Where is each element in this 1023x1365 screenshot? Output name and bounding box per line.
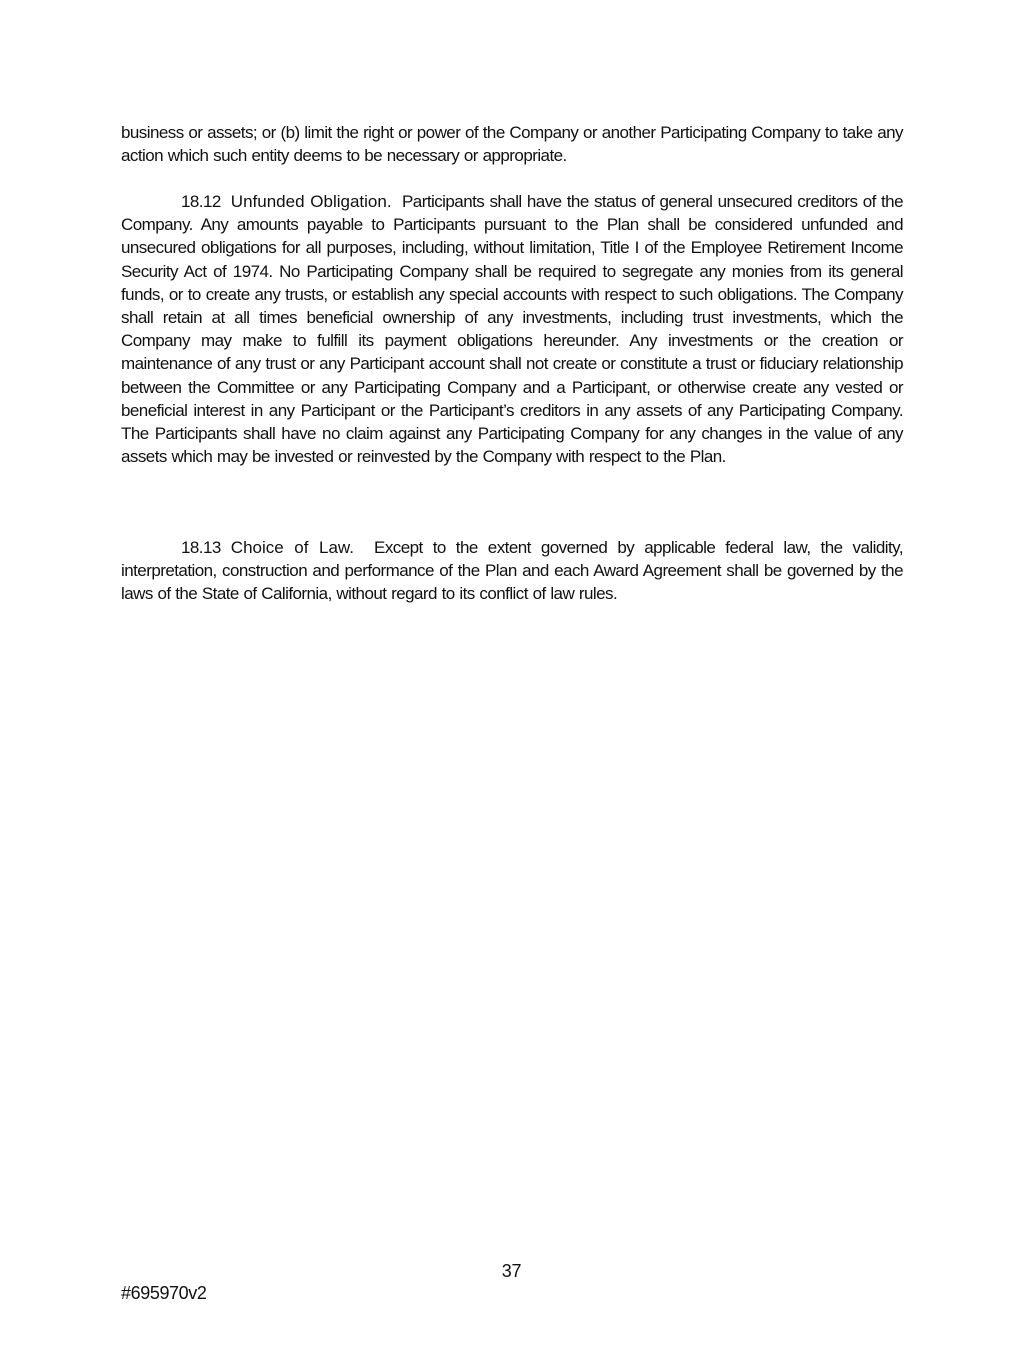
intro-paragraph: business or assets; or (b) limit the right or power of the Company or another Participating Company to take any action which such entity deems to be necessary or appropriate. — [121, 123, 903, 166]
section-18-13 — [121, 536, 903, 606]
section-text: Participants shall have the status of general unsecured creditors of the Company. Any amounts payable to Participants pursuant to the Plan shall be considered unfunded and unsecured obligations for all purposes, including, without limitation, Title I of the Employee Retirement Income Security Act of 1974. No Participating Company shall be required to segregate any monies from its general funds, or to create any trusts, or establish any special accounts with respect to such obligations. The Company shall retain at all times beneficial ownership of any investments, including trust investments, which the Company may make to fulfill its payment obligations hereunder. Any investments or the creation or maintenance of any trust or any Participant account shall not create or constitute a trust or fiduciary relationship between the Committee or any Participating Company and a Participant, or otherwise create any vested or beneficial interest in any Participant or the Participant’s creditors in any assets of any Participating Company. The Participants shall have no claim against any Participating Company for any changes in the value of any assets which may be invested or reinvested by the Company with respect to the Plan. — [121, 192, 903, 467]
section-18-12 — [121, 190, 903, 468]
document-id: #695970v2 — [121, 1283, 207, 1303]
section-number: 18.12 — [181, 192, 221, 211]
section-number: 18.13 — [181, 538, 221, 557]
page-number: 37 — [501, 1261, 522, 1281]
section-heading: Unfunded Obligation. — [230, 192, 392, 211]
section-heading: Choice of Law. — [230, 538, 354, 557]
section-text: Except to the extent governed by applicable federal law, the validity, interpretation, construction and performance of the Plan and each Award Agreement shall be governed by the laws of the State of California, without regard to its conflict of law rules. — [121, 538, 903, 604]
